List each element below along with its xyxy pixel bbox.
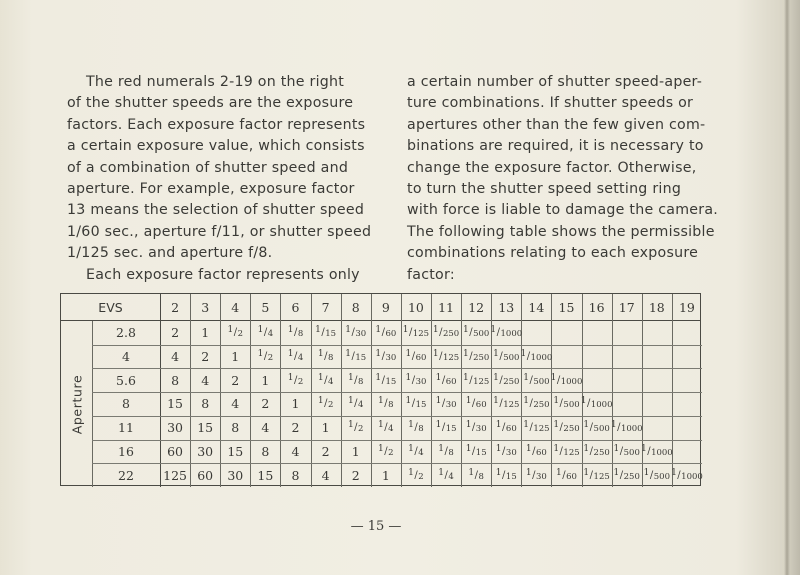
shutter-speed-cell <box>431 463 461 487</box>
text-line: to turn the shutter speed setting ring <box>407 181 682 198</box>
shutter-speed-cell: 1 <box>321 420 330 436</box>
shutter-speed-cell <box>431 416 461 440</box>
shutter-speed-cell <box>582 463 612 487</box>
fraction-value: 1/2 <box>347 420 364 435</box>
shutter-speed-cell <box>220 321 250 345</box>
fraction-value: 1/125 <box>432 349 460 364</box>
shutter-speed-cell <box>341 416 371 440</box>
fraction-value: 1/60 <box>435 372 457 387</box>
shutter-speed-cell <box>461 416 491 440</box>
fraction-value: 1/250 <box>493 372 520 387</box>
shutter-speed-cell <box>280 368 310 392</box>
shutter-speed-cell: 1 <box>291 396 300 412</box>
evs-header-cell: 14 <box>528 300 545 315</box>
shutter-speed-cell <box>371 368 401 392</box>
shutter-speed-cell <box>582 392 612 416</box>
shutter-speed-cell: 30 <box>227 467 244 483</box>
evs-header-cell: 5 <box>261 300 270 315</box>
shutter-speed-cell <box>551 392 581 416</box>
fraction-value: 1/60 <box>465 396 487 411</box>
shutter-speed-cell <box>582 368 612 392</box>
evs-header-cell: 11 <box>438 300 454 315</box>
fraction-value: 1/15 <box>345 349 367 364</box>
evs-header-cell: 4 <box>231 300 240 315</box>
shutter-speed-cell <box>491 368 521 392</box>
fraction-value: 1/1000 <box>550 372 583 387</box>
fraction-value: 1/30 <box>495 443 517 458</box>
fraction-value: 1/1000 <box>520 349 553 364</box>
fraction-value: 1/15 <box>495 467 517 482</box>
shutter-speed-cell <box>672 416 702 440</box>
shutter-speed-cell <box>371 321 401 345</box>
shutter-speed-cell <box>642 345 672 369</box>
fraction-value: 1/1000 <box>490 325 523 340</box>
shutter-speed-cell: 30 <box>167 420 183 436</box>
fraction-value: 1/500 <box>553 396 580 411</box>
shutter-speed-cell <box>311 368 341 392</box>
shutter-speed-cell <box>431 392 461 416</box>
shutter-speed-cell <box>461 345 491 369</box>
text-line: factors. Each exposure factor represents <box>67 116 366 133</box>
shutter-speed-cell <box>371 416 401 440</box>
shutter-speed-cell <box>672 321 702 345</box>
fraction-value: 1/8 <box>287 325 304 340</box>
fraction-value: 1/125 <box>523 420 550 435</box>
fraction-value: 1/2 <box>317 396 334 411</box>
fraction-value: 1/1000 <box>671 467 703 482</box>
shutter-speed-cell <box>311 321 341 345</box>
fraction-value: 1/4 <box>408 443 424 458</box>
fraction-value: 1/500 <box>643 467 670 482</box>
shutter-speed-cell <box>371 345 401 369</box>
shutter-speed-cell <box>491 392 521 416</box>
shutter-speed-cell <box>612 440 642 464</box>
aperture-value: 5.6 <box>116 372 136 388</box>
shutter-speed-cell: 15 <box>167 396 183 412</box>
fraction-value: 1/30 <box>375 349 397 364</box>
text-line: aperture. For example, exposure factor <box>67 181 355 198</box>
shutter-speed-cell: 8 <box>261 443 270 459</box>
shutter-speed-cell <box>612 416 642 440</box>
shutter-speed-cell: 1 <box>351 443 360 459</box>
fraction-value: 1/8 <box>408 420 424 435</box>
shutter-speed-cell <box>582 321 612 345</box>
evs-header-cell: 12 <box>468 300 485 315</box>
shutter-speed-cell <box>461 440 491 464</box>
fraction-value: 1/500 <box>583 420 610 435</box>
shutter-speed-cell: 2 <box>291 420 300 436</box>
shutter-speed-cell <box>582 345 612 369</box>
shutter-speed-cell <box>401 321 431 345</box>
aperture-value: 22 <box>118 467 134 483</box>
shutter-speed-cell: 30 <box>197 443 214 459</box>
text-line: with force is liable to damage the camera. <box>407 202 719 219</box>
shutter-speed-cell: 60 <box>167 443 183 459</box>
shutter-speed-cell <box>672 345 702 369</box>
fraction-value: 1/125 <box>402 325 430 340</box>
text-line: 1/60 sec., aperture f/11, or shutter speed <box>67 223 372 240</box>
shutter-speed-cell: 60 <box>197 467 214 483</box>
fraction-value: 1/1000 <box>640 443 673 458</box>
text-line: The following table shows the permissible <box>407 223 715 240</box>
shutter-speed-cell <box>491 345 521 369</box>
fraction-value: 1/60 <box>495 420 517 435</box>
shutter-speed-cell <box>521 416 551 440</box>
shutter-speed-cell: 8 <box>231 420 240 436</box>
fraction-value: 1/250 <box>583 443 610 458</box>
aperture-value: 8 <box>122 396 130 412</box>
shutter-speed-cell <box>642 440 672 464</box>
shutter-speed-cell <box>551 463 581 487</box>
shutter-speed-cell: 8 <box>291 467 300 483</box>
shutter-speed-cell <box>642 368 672 392</box>
shutter-speed-cell <box>491 463 521 487</box>
shutter-speed-cell <box>491 321 521 345</box>
evs-header-cell: 16 <box>588 300 605 315</box>
shutter-speed-cell <box>642 392 672 416</box>
shutter-speed-cell <box>551 368 581 392</box>
fraction-value: 1/250 <box>462 349 490 364</box>
shutter-speed-cell <box>431 368 461 392</box>
exposure-table <box>60 293 701 486</box>
shutter-speed-cell: 1 <box>201 325 210 341</box>
fraction-value: 1/30 <box>525 467 547 482</box>
fraction-value: 1/4 <box>287 349 304 364</box>
shutter-speed-cell <box>672 440 702 464</box>
shutter-speed-cell <box>551 416 581 440</box>
fraction-value: 1/500 <box>493 349 520 364</box>
evs-header-cell: 7 <box>321 300 330 315</box>
fraction-value: 1/2 <box>378 443 394 458</box>
fraction-value: 1/4 <box>438 467 454 482</box>
aperture-row-group-label <box>65 364 89 444</box>
page-number: — 15 — <box>350 519 402 534</box>
shutter-speed-cell: 2 <box>261 396 270 412</box>
shutter-speed-cell: 4 <box>171 349 180 365</box>
shutter-speed-cell <box>642 416 672 440</box>
shutter-speed-cell: 2 <box>351 467 360 483</box>
shutter-speed-cell <box>612 345 642 369</box>
shutter-speed-cell <box>461 368 491 392</box>
evs-header-cell: 10 <box>407 300 424 315</box>
shutter-speed-cell <box>491 416 521 440</box>
fraction-value: 1/30 <box>435 396 457 411</box>
fraction-value: 1/125 <box>583 467 610 482</box>
shutter-speed-cell <box>612 463 642 487</box>
evs-header-cell: 17 <box>618 300 635 315</box>
shutter-speed-cell: 4 <box>201 372 210 388</box>
fraction-value: 1/2 <box>257 349 274 364</box>
shutter-speed-cell <box>280 321 310 345</box>
shutter-speed-cell <box>612 392 642 416</box>
shutter-speed-cell <box>642 321 672 345</box>
fraction-value: 1/60 <box>375 325 397 340</box>
fraction-value: 1/30 <box>405 372 427 387</box>
text-line: a certain exposure value, which consists <box>67 138 365 155</box>
shutter-speed-cell <box>250 321 280 345</box>
shutter-speed-cell <box>371 392 401 416</box>
evs-header-cell: 8 <box>351 300 360 315</box>
fraction-value: 1/30 <box>465 420 487 435</box>
shutter-speed-cell: 2 <box>321 443 330 459</box>
evs-header-cell: 13 <box>498 300 515 315</box>
evs-header-cell: 3 <box>201 300 210 315</box>
shutter-speed-cell: 8 <box>201 396 210 412</box>
aperture-value: 16 <box>118 443 134 459</box>
fraction-value: 1/60 <box>556 467 577 482</box>
shutter-speed-cell <box>341 368 371 392</box>
fraction-value: 1/250 <box>432 325 460 340</box>
fraction-value: 1/250 <box>553 420 580 435</box>
book-spine-shadow <box>784 0 790 575</box>
fraction-value: 1/500 <box>462 325 490 340</box>
shutter-speed-cell: 15 <box>197 420 214 436</box>
fraction-value: 1/30 <box>345 325 367 340</box>
fraction-value: 1/1000 <box>580 396 613 411</box>
shutter-speed-cell <box>491 440 521 464</box>
shutter-speed-cell <box>401 463 431 487</box>
fraction-value: 1/4 <box>347 396 364 411</box>
shutter-speed-cell <box>672 368 702 392</box>
shutter-speed-cell: 4 <box>231 396 240 412</box>
shutter-speed-cell <box>672 463 702 487</box>
shutter-speed-cell: 4 <box>261 420 270 436</box>
shutter-speed-cell <box>401 392 431 416</box>
shutter-speed-cell: 1 <box>381 467 390 483</box>
fraction-value: 1/15 <box>375 372 397 387</box>
fraction-value: 1/8 <box>468 467 484 482</box>
shutter-speed-cell <box>341 345 371 369</box>
shutter-speed-cell <box>582 416 612 440</box>
left-text-column <box>67 72 372 286</box>
shutter-speed-cell <box>521 321 551 345</box>
text-line: 1/125 sec. and aperture f/8. <box>67 245 273 262</box>
aperture-value: 11 <box>118 420 134 436</box>
text-line: combinations relating to each exposure <box>407 245 699 262</box>
fraction-value: 1/8 <box>438 443 454 458</box>
evs-header-cell: 18 <box>648 300 665 315</box>
shutter-speed-cell: 2 <box>171 325 180 341</box>
aperture-value: 2.8 <box>116 325 136 341</box>
shutter-speed-cell <box>551 345 581 369</box>
text-line: change the exposure factor. Otherwise, <box>407 159 697 176</box>
shutter-speed-cell <box>431 345 461 369</box>
fraction-value: 1/15 <box>315 325 337 340</box>
shutter-speed-cell <box>612 321 642 345</box>
shutter-speed-cell <box>250 345 280 369</box>
shutter-speed-cell <box>280 345 310 369</box>
shutter-speed-cell <box>401 440 431 464</box>
text-line: apertures other than the few given com- <box>407 116 706 133</box>
shutter-speed-cell <box>431 440 461 464</box>
fraction-value: 1/250 <box>613 467 640 482</box>
shutter-speed-cell <box>401 345 431 369</box>
shutter-speed-cell <box>551 321 581 345</box>
shutter-speed-cell <box>521 440 551 464</box>
text-line: The red numerals 2-19 on the right <box>86 74 345 90</box>
shutter-speed-cell: 2 <box>231 372 240 388</box>
aperture-value: 4 <box>122 349 130 365</box>
fraction-value: 1/4 <box>317 372 334 387</box>
evs-header-cell: 2 <box>171 300 180 315</box>
fraction-value: 1/500 <box>523 372 550 387</box>
fraction-value: 1/8 <box>317 349 334 364</box>
text-line: of the shutter speeds are the exposure <box>67 95 354 112</box>
shutter-speed-cell <box>311 392 341 416</box>
shutter-speed-cell: 15 <box>257 467 274 483</box>
fraction-value: 1/60 <box>525 443 547 458</box>
shutter-speed-cell <box>672 392 702 416</box>
right-text-column <box>407 72 719 286</box>
fraction-value: 1/2 <box>408 467 424 482</box>
fraction-value: 1/4 <box>378 420 394 435</box>
text-line: factor: <box>407 266 455 283</box>
fraction-value: 1/60 <box>405 349 427 364</box>
fraction-value: 1/125 <box>493 396 520 411</box>
shutter-speed-cell <box>551 440 581 464</box>
text-line: Each exposure factor represents only <box>86 266 360 283</box>
shutter-speed-cell: 4 <box>321 467 330 483</box>
shutter-speed-cell <box>582 440 612 464</box>
evs-header-cell: 19 <box>678 300 695 315</box>
shutter-speed-cell <box>461 392 491 416</box>
text-line: 13 means the selection of shutter speed <box>67 202 365 219</box>
shutter-speed-cell <box>612 368 642 392</box>
shutter-speed-cell: 8 <box>171 372 180 388</box>
fraction-value: 1/125 <box>553 443 580 458</box>
fraction-value: 1/250 <box>523 396 550 411</box>
fraction-value: 1/15 <box>405 396 427 411</box>
shutter-speed-cell <box>401 368 431 392</box>
text-line: binations are required, it is necessary to <box>407 138 704 155</box>
text-line: of a combination of shutter speed and <box>67 159 349 176</box>
evs-header-label: EVS <box>98 300 123 315</box>
shutter-speed-cell: 15 <box>227 443 244 459</box>
shutter-speed-cell <box>521 392 551 416</box>
text-line: a certain number of shutter speed-aper- <box>407 74 703 90</box>
evs-header-cell: 9 <box>381 300 390 315</box>
shutter-speed-cell <box>431 321 461 345</box>
fraction-value: 1/15 <box>465 443 487 458</box>
evs-header-cell: 15 <box>558 300 575 315</box>
aperture-label-text: Aperture <box>69 374 85 434</box>
shutter-speed-cell <box>311 345 341 369</box>
shutter-speed-cell <box>341 321 371 345</box>
shutter-speed-cell <box>461 463 491 487</box>
evs-header-cell: 6 <box>291 300 300 315</box>
shutter-speed-cell: 1 <box>261 372 270 388</box>
shutter-speed-cell: 4 <box>291 443 300 459</box>
fraction-value: 1/2 <box>227 325 244 340</box>
shutter-speed-cell <box>521 463 551 487</box>
shutter-speed-cell <box>642 463 672 487</box>
shutter-speed-cell <box>521 345 551 369</box>
shutter-speed-cell: 2 <box>201 349 210 365</box>
shutter-speed-cell <box>341 392 371 416</box>
shutter-speed-cell: 125 <box>163 467 187 483</box>
fraction-value: 1/2 <box>287 372 304 387</box>
shutter-speed-cell <box>461 321 491 345</box>
shutter-speed-cell: 1 <box>231 349 240 365</box>
text-line: ture combinations. If shutter speeds or <box>407 95 694 112</box>
shutter-speed-cell <box>401 416 431 440</box>
shutter-speed-cell <box>521 368 551 392</box>
fraction-value: 1/125 <box>462 372 490 387</box>
fraction-value: 1/8 <box>347 372 364 387</box>
shutter-speed-cell <box>371 440 401 464</box>
fraction-value: 1/500 <box>613 443 640 458</box>
fraction-value: 1/15 <box>435 420 457 435</box>
fraction-value: 1/4 <box>257 325 274 340</box>
fraction-value: 1/8 <box>378 396 394 411</box>
fraction-value: 1/1000 <box>610 420 643 435</box>
